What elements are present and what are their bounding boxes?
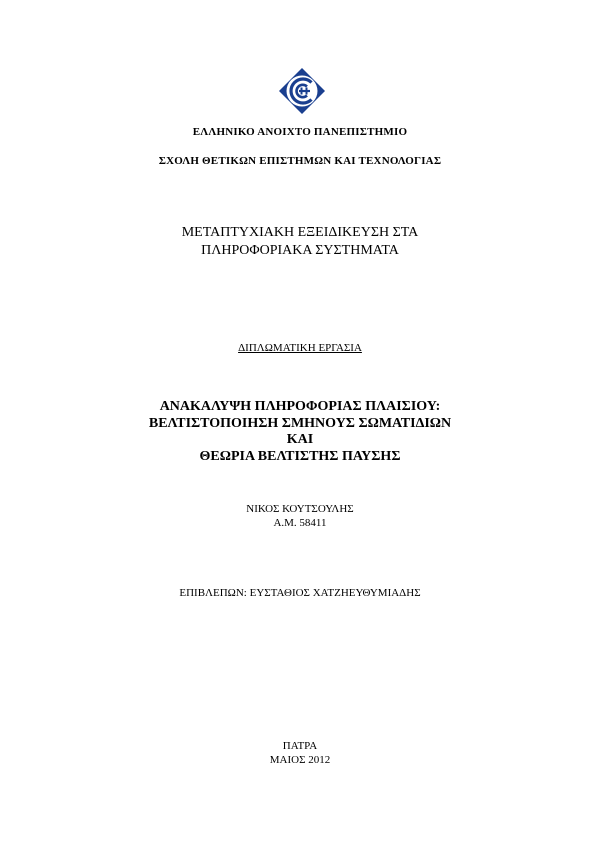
school-name: ΣΧΟΛΗ ΘΕΤΙΚΩΝ ΕΠΙΣΤΗΜΩΝ ΚΑΙ ΤΕΧΝΟΛΟΓΙΑΣ: [158, 155, 442, 167]
registration-number: Α.Μ. 58411: [273, 517, 327, 529]
program-title-line-2: ΠΛΗΡΟΦΟΡΙΑΚΑ ΣΥΣΤΗΜΑΤΑ: [201, 243, 399, 258]
date: ΜΑΙΟΣ 2012: [269, 754, 331, 766]
supervisor: ΕΠΙΒΛΕΠΩΝ: ΕΥΣΤΑΘΙΟΣ ΧΑΤΖΗΕΥΘΥΜΙΑΔΗΣ: [179, 587, 421, 599]
thesis-title-line-1: ΑΝΑΚΑΛΥΨΗ ΠΛΗΡΟΦΟΡΙΑΣ ΠΛΑΙΣΙΟΥ:: [159, 399, 441, 414]
place: ΠΑΤΡΑ: [282, 740, 318, 752]
thesis-title-line-2: ΒΕΛΤΙΣΤΟΠΟΙΗΣΗ ΣΜΗΝΟΥΣ ΣΩΜΑΤΙΔΙΩΝ: [148, 416, 452, 431]
document-type: ΔΙΠΛΩΜΑΤΙΚΗ ΕΡΓΑΣΙΑ: [238, 342, 362, 354]
program-title-line-1: ΜΕΤΑΠΤΥΧΙΑΚΗ ΕΞΕΙΔΙΚΕΥΣΗ ΣΤΑ: [181, 225, 419, 240]
thesis-title-line-3: ΚΑΙ: [286, 432, 314, 447]
thesis-title-line-4: ΘΕΩΡΙΑ ΒΕΛΤΙΣΤΗΣ ΠΑΥΣΗΣ: [199, 449, 401, 464]
university-name: ΕΛΛΗΝΙΚΟ ΑΝΟΙΧΤΟ ΠΑΝΕΠΙΣΤΗΜΙΟ: [192, 126, 408, 138]
author-name: ΝΙΚΟΣ ΚΟΥΤΣΟΥΛΗΣ: [246, 503, 354, 515]
university-logo-icon: [278, 67, 326, 115]
